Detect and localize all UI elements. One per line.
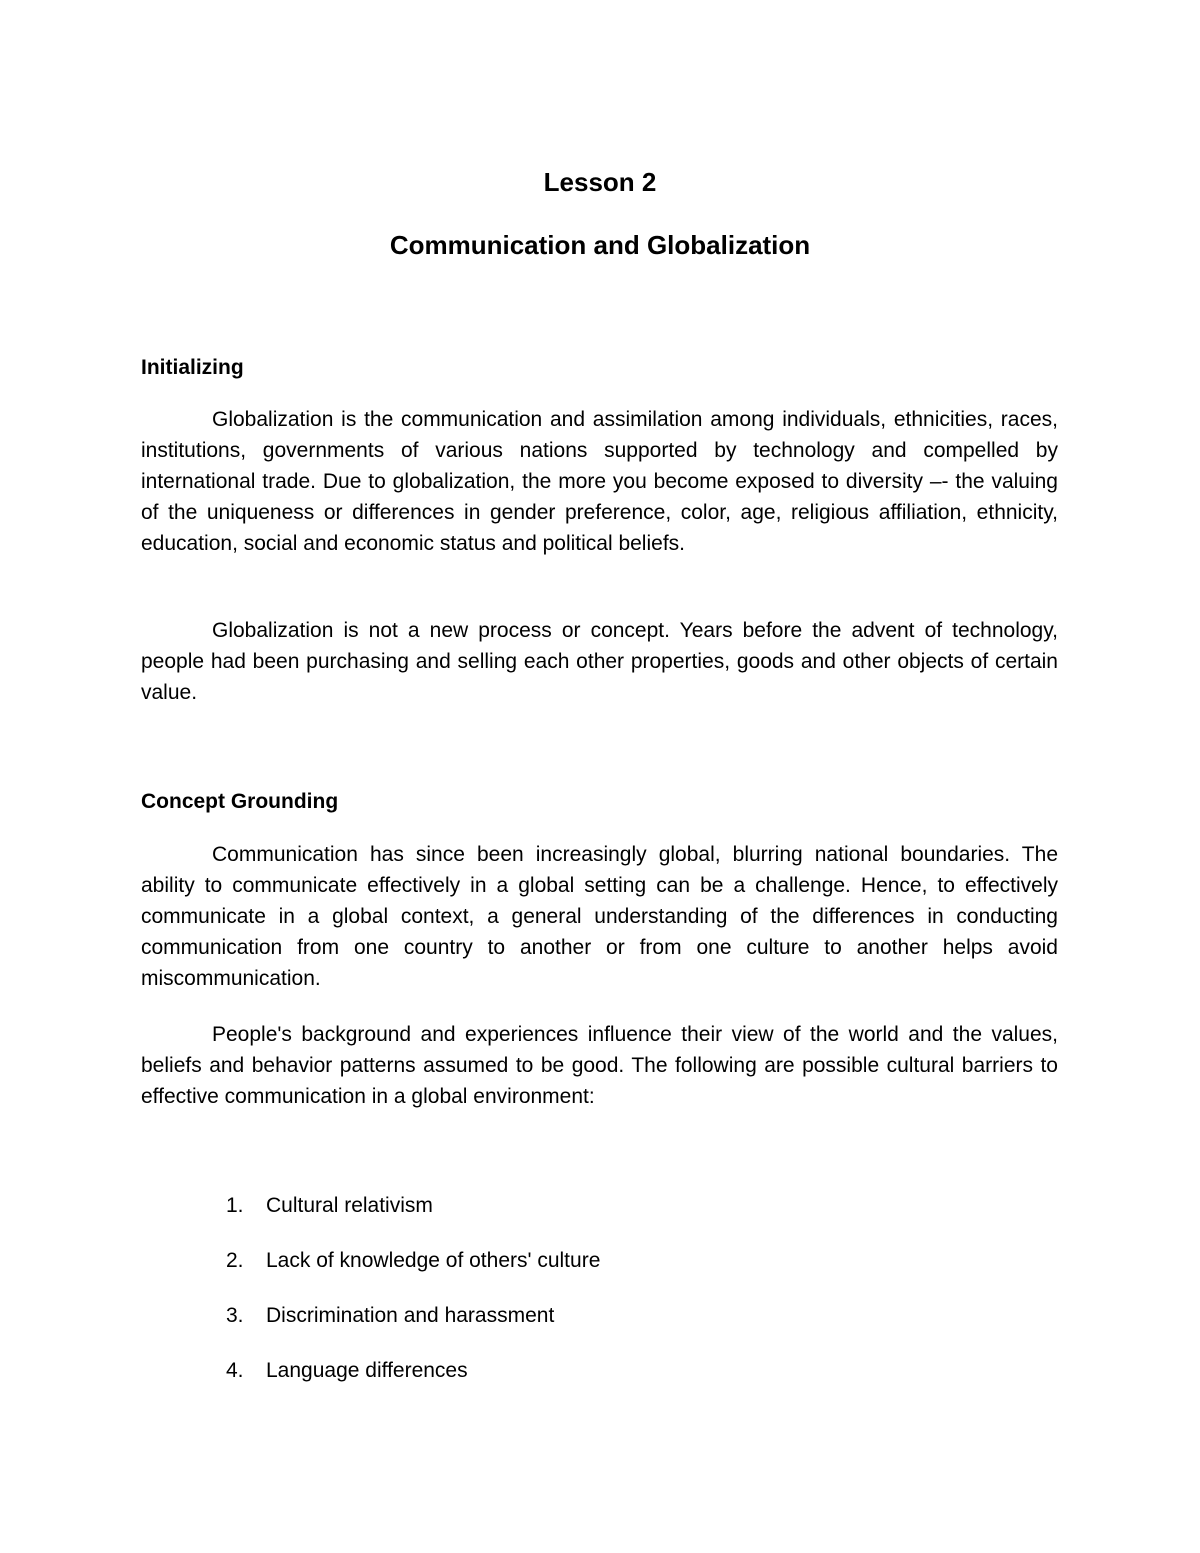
paragraph-globalization-history: Globalization is not a new process or concept. Years before the advent of technology, people had been purchasing and selling each other properties, goods and other objects of certain value. [141, 619, 1058, 704]
list-item [226, 1190, 600, 1245]
paragraph-communication-global: Communication has since been increasingly global, blurring national boundaries. The ability to communicate effectively in a global setting can be a challenge. Hence, to effectively communicate in a global context, a general understanding of the differences in conducting communication from one country to another or from one culture to another helps avoid miscommunication. [141, 843, 1058, 990]
list-item [226, 1245, 600, 1300]
paragraph-cultural-barriers-intro: People's background and experiences influence their view of the world and the values, beliefs and behavior patterns assumed to be good. The following are possible cultural barriers to effective communication in a global environment: [141, 1023, 1058, 1108]
list-item [226, 1300, 600, 1355]
paragraph-globalization-definition: Globalization is the communication and assimilation among individuals, ethnicities, races, institutions, governments of various nations supported by technology and compelled by international trade. Due to globalization, the more you become exposed to diversity –- the valuing of the uniqueness or differences in gender preference, color, age, religious affiliation, ethnicity, education, social and economic status and political beliefs. [141, 408, 1058, 555]
lesson-subtitle: Communication and Globalization [389, 230, 811, 260]
list-item [226, 1355, 600, 1410]
lesson-title: Lesson 2 [543, 167, 657, 197]
cultural-barriers-list [226, 1190, 600, 1410]
list-item-text: Cultural relativism [266, 1194, 433, 1217]
list-item-text: Discrimination and harassment [266, 1304, 555, 1327]
list-item-text: Lack of knowledge of others' culture [266, 1249, 601, 1272]
list-item-number: 3. [226, 1304, 244, 1327]
section-heading-concept-grounding: Concept Grounding [141, 790, 339, 813]
section-heading-initializing: Initializing [141, 356, 244, 379]
list-item-number: 4. [226, 1359, 244, 1382]
list-item-text: Language differences [266, 1359, 468, 1382]
list-item-number: 2. [226, 1249, 244, 1272]
list-item-number: 1. [226, 1194, 244, 1217]
